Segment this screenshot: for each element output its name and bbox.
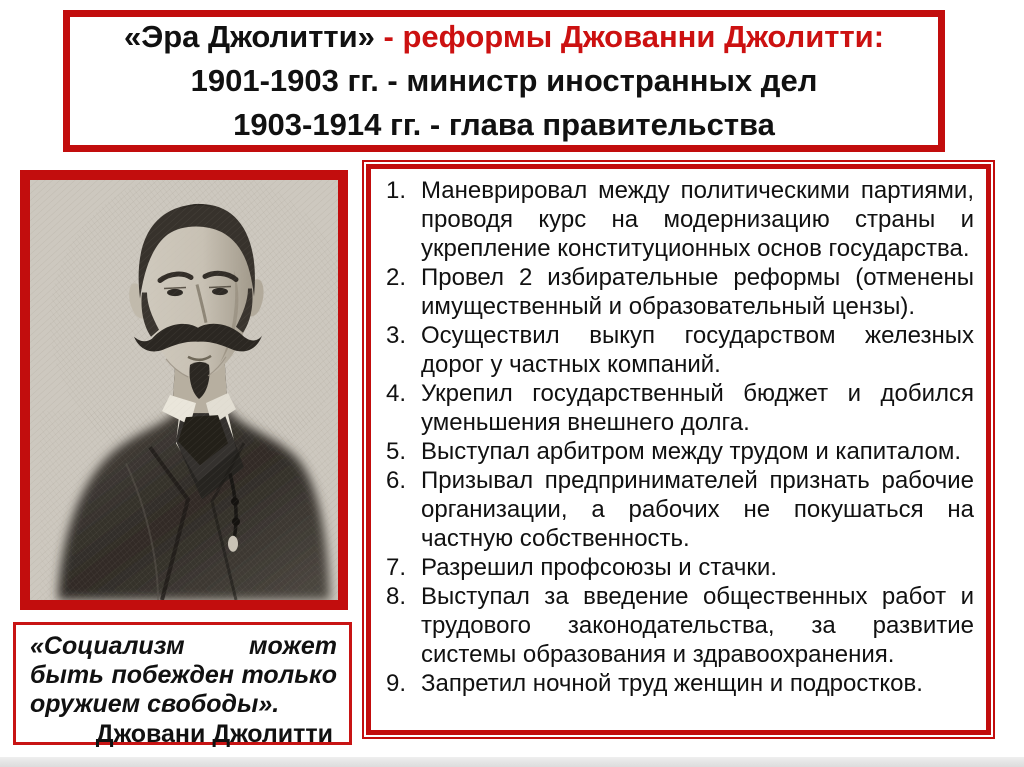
reform-item-1 [381, 176, 974, 263]
reform-item-4 [381, 379, 974, 437]
reform-text: Маневрировал между политическими партиями, проводя курс на модернизацию страны и укрепление конституционных основ государства. [421, 177, 974, 262]
reform-number: 5. [386, 438, 407, 465]
reform-number: 4. [386, 380, 407, 407]
reforms-box [366, 164, 991, 735]
reform-number: 7. [386, 554, 407, 581]
reform-number: 3. [386, 322, 407, 349]
reform-item-3 [381, 321, 974, 379]
portrait-engraving [30, 180, 338, 600]
title-line-1 [124, 15, 884, 59]
reform-item-5 [381, 437, 974, 466]
quote-author: Джовани Джолитти [95, 720, 333, 748]
reform-text: Выступал арбитром между трудом и капиталом. [421, 438, 962, 465]
quote-box [13, 622, 352, 748]
slide-bottom-edge [0, 757, 1024, 767]
reform-number: 1. [386, 177, 407, 204]
title-line-3: 1903-1914 гг. - глава правительства [233, 107, 775, 142]
reform-text: Разрешил профсоюзы и стачки. [421, 554, 777, 581]
reform-text: Укрепил государственный бюджет и добился уменьшения внешнего долга. [421, 380, 974, 436]
reform-number: 2. [386, 264, 407, 291]
portrait-frame [20, 170, 348, 610]
title-box [63, 10, 945, 152]
reform-item-2 [381, 263, 974, 321]
title-line-2: 1901-1903 гг. - министр иностранных дел [190, 63, 818, 98]
reform-text: Осуществил выкуп государством железных дорог у частных компаний. [421, 322, 974, 378]
reform-item-9 [381, 669, 974, 698]
quote-text: «Социализм может быть побежден только оружием свободы». [30, 632, 337, 718]
reform-text: Призывал предпринимателей признать рабочие организации, а рабочих не покушаться на частную собственность. [421, 467, 974, 552]
reform-number: 9. [386, 670, 407, 697]
title-reforms: - реформы Джованни Джолитти: [383, 19, 885, 54]
reform-item-8 [381, 582, 974, 669]
title-era: «Эра Джолитти» [123, 19, 375, 54]
reform-text: Провел 2 избирательные реформы (отменены имущественный и образовательный цензы). [421, 264, 974, 320]
reform-number: 8. [386, 583, 407, 610]
reform-number: 6. [386, 467, 407, 494]
reform-item-7 [381, 553, 974, 582]
reform-text: Выступал за введение общественных работ и трудового законодательства, за развитие системы образования и здравоохранения. [421, 583, 974, 668]
reform-text: Запретил ночной труд женщин и подростков. [421, 670, 923, 697]
reform-item-6 [381, 466, 974, 553]
reforms-list [381, 176, 974, 698]
